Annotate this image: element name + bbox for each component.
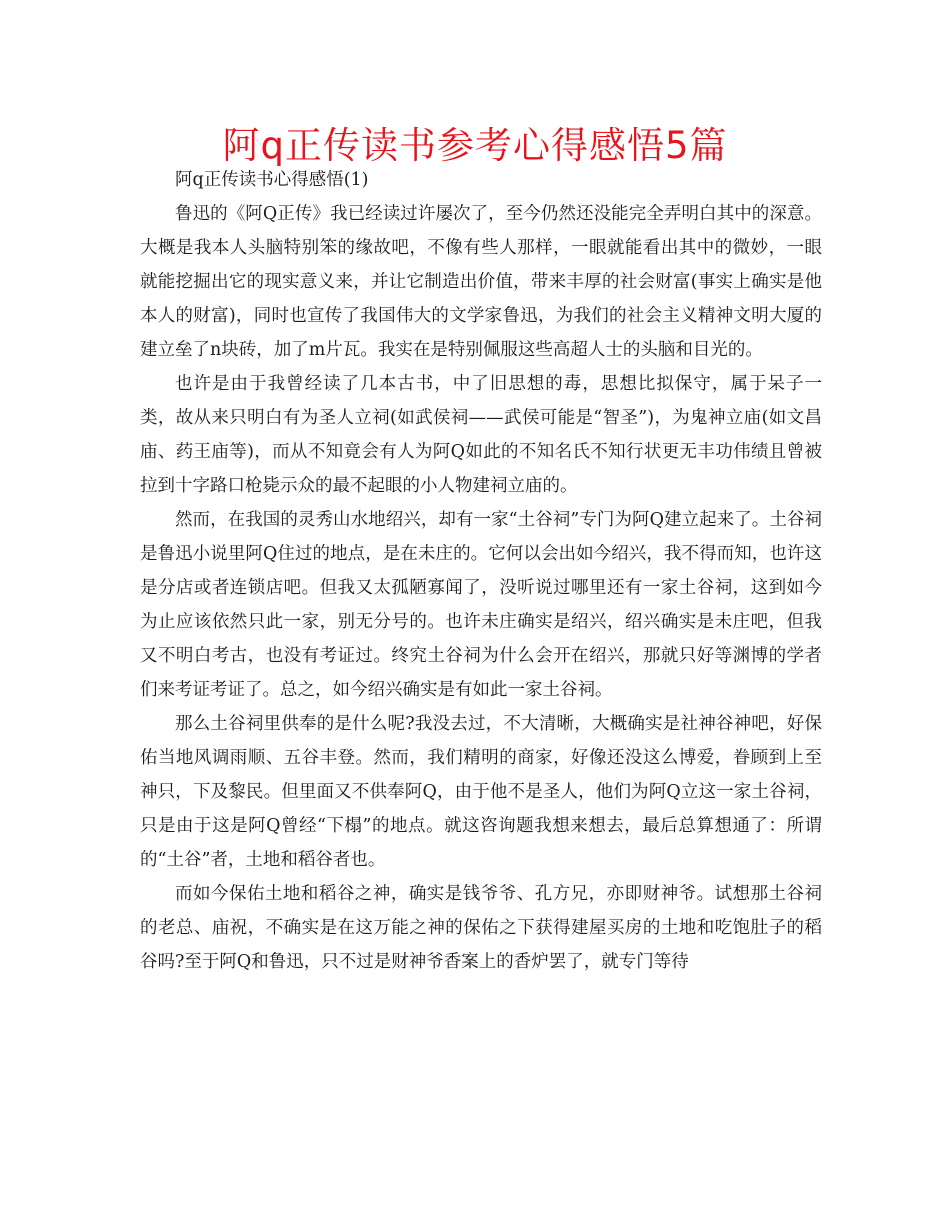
paragraph: 也许是由于我曾经读了几本古书，中了旧思想的毒，思想比拟保守，属于呆子一类，故从来只明白有为圣人立祠(如武侯祠——武侯可能是“智圣”)，为鬼神立庙(如文昌庙、药王庙等)，而从不知竟会有人为阿Q如此的不知名氏不知行状更无丰功伟绩且曾被拉到十字路口枪毙示众的最不起眼的小人物建祠立庙的。 xyxy=(140,374,822,496)
document-title: 阿q正传读书参考心得感悟5篇 xyxy=(222,124,728,167)
paragraph: 那么土谷祠里供奉的是什么呢?我没去过，不大清晰，大概确实是社神谷神吧，好保佑当地风调雨顺、五谷丰登。然而，我们精明的商家，好像还没这么博爱，眷顾到上至神只，下及黎民。但里面又不供奉阿Q，由于他不是圣人，他们为阿Q立这一家土谷祠，只是由于这是阿Q曾经“下榻”的地点。就这咨询题我想来想去，最后总算想通了：所谓的“土谷”者，土地和稻谷者也。 xyxy=(140,714,822,870)
section-subtitle: 阿q正传读书心得感悟(1) xyxy=(175,170,369,190)
paragraph: 然而，在我国的灵秀山水地绍兴，却有一家“土谷祠”专门为阿Q建立起来了。土谷祠是鲁迅小说里阿Q住过的地点，是在未庄的。它何以会出如今绍兴，我不得而知，也许这是分店或者连锁店吧。但我又太孤陋寡闻了，没听说过哪里还有一家土谷祠，这到如今为止应该依然只此一家，别无分号的。也许未庄确实是绍兴，绍兴确实是未庄吧，但我又不明白考古，也没有考证过。终究土谷祠为什么会开在绍兴，那就只好等渊博的学者们来考证考证了。总之，如今绍兴确实是有如此一家土谷祠。 xyxy=(140,510,822,700)
document-body xyxy=(140,163,822,979)
paragraph: 鲁迅的《阿Q正传》我已经读过许屡次了，至今仍然还没能完全弄明白其中的深意。大概是我本人头脑特别笨的缘故吧，不像有些人那样，一眼就能看出其中的微妙，一眼就能挖掘出它的现实意义来，并让它制造出价值，带来丰厚的社会财富(事实上确实是他本人的财富)，同时也宣传了我国伟大的文学家鲁迅，为我们的社会主义精神文明大厦的建立垒了n块砖，加了m片瓦。我实在是特别佩服这些高超人士的头脑和目光的。 xyxy=(140,204,822,360)
paragraph: 而如今保佑土地和稻谷之神，确实是钱爷爷、孔方兄，亦即财神爷。试想那土谷祠的老总、庙祝，不确实是在这万能之神的保佑之下获得建屋买房的土地和吃饱肚子的稻谷吗?至于阿Q和鲁迅，只不过是财神爷香案上的香炉罢了，就专门等待 xyxy=(140,884,822,972)
